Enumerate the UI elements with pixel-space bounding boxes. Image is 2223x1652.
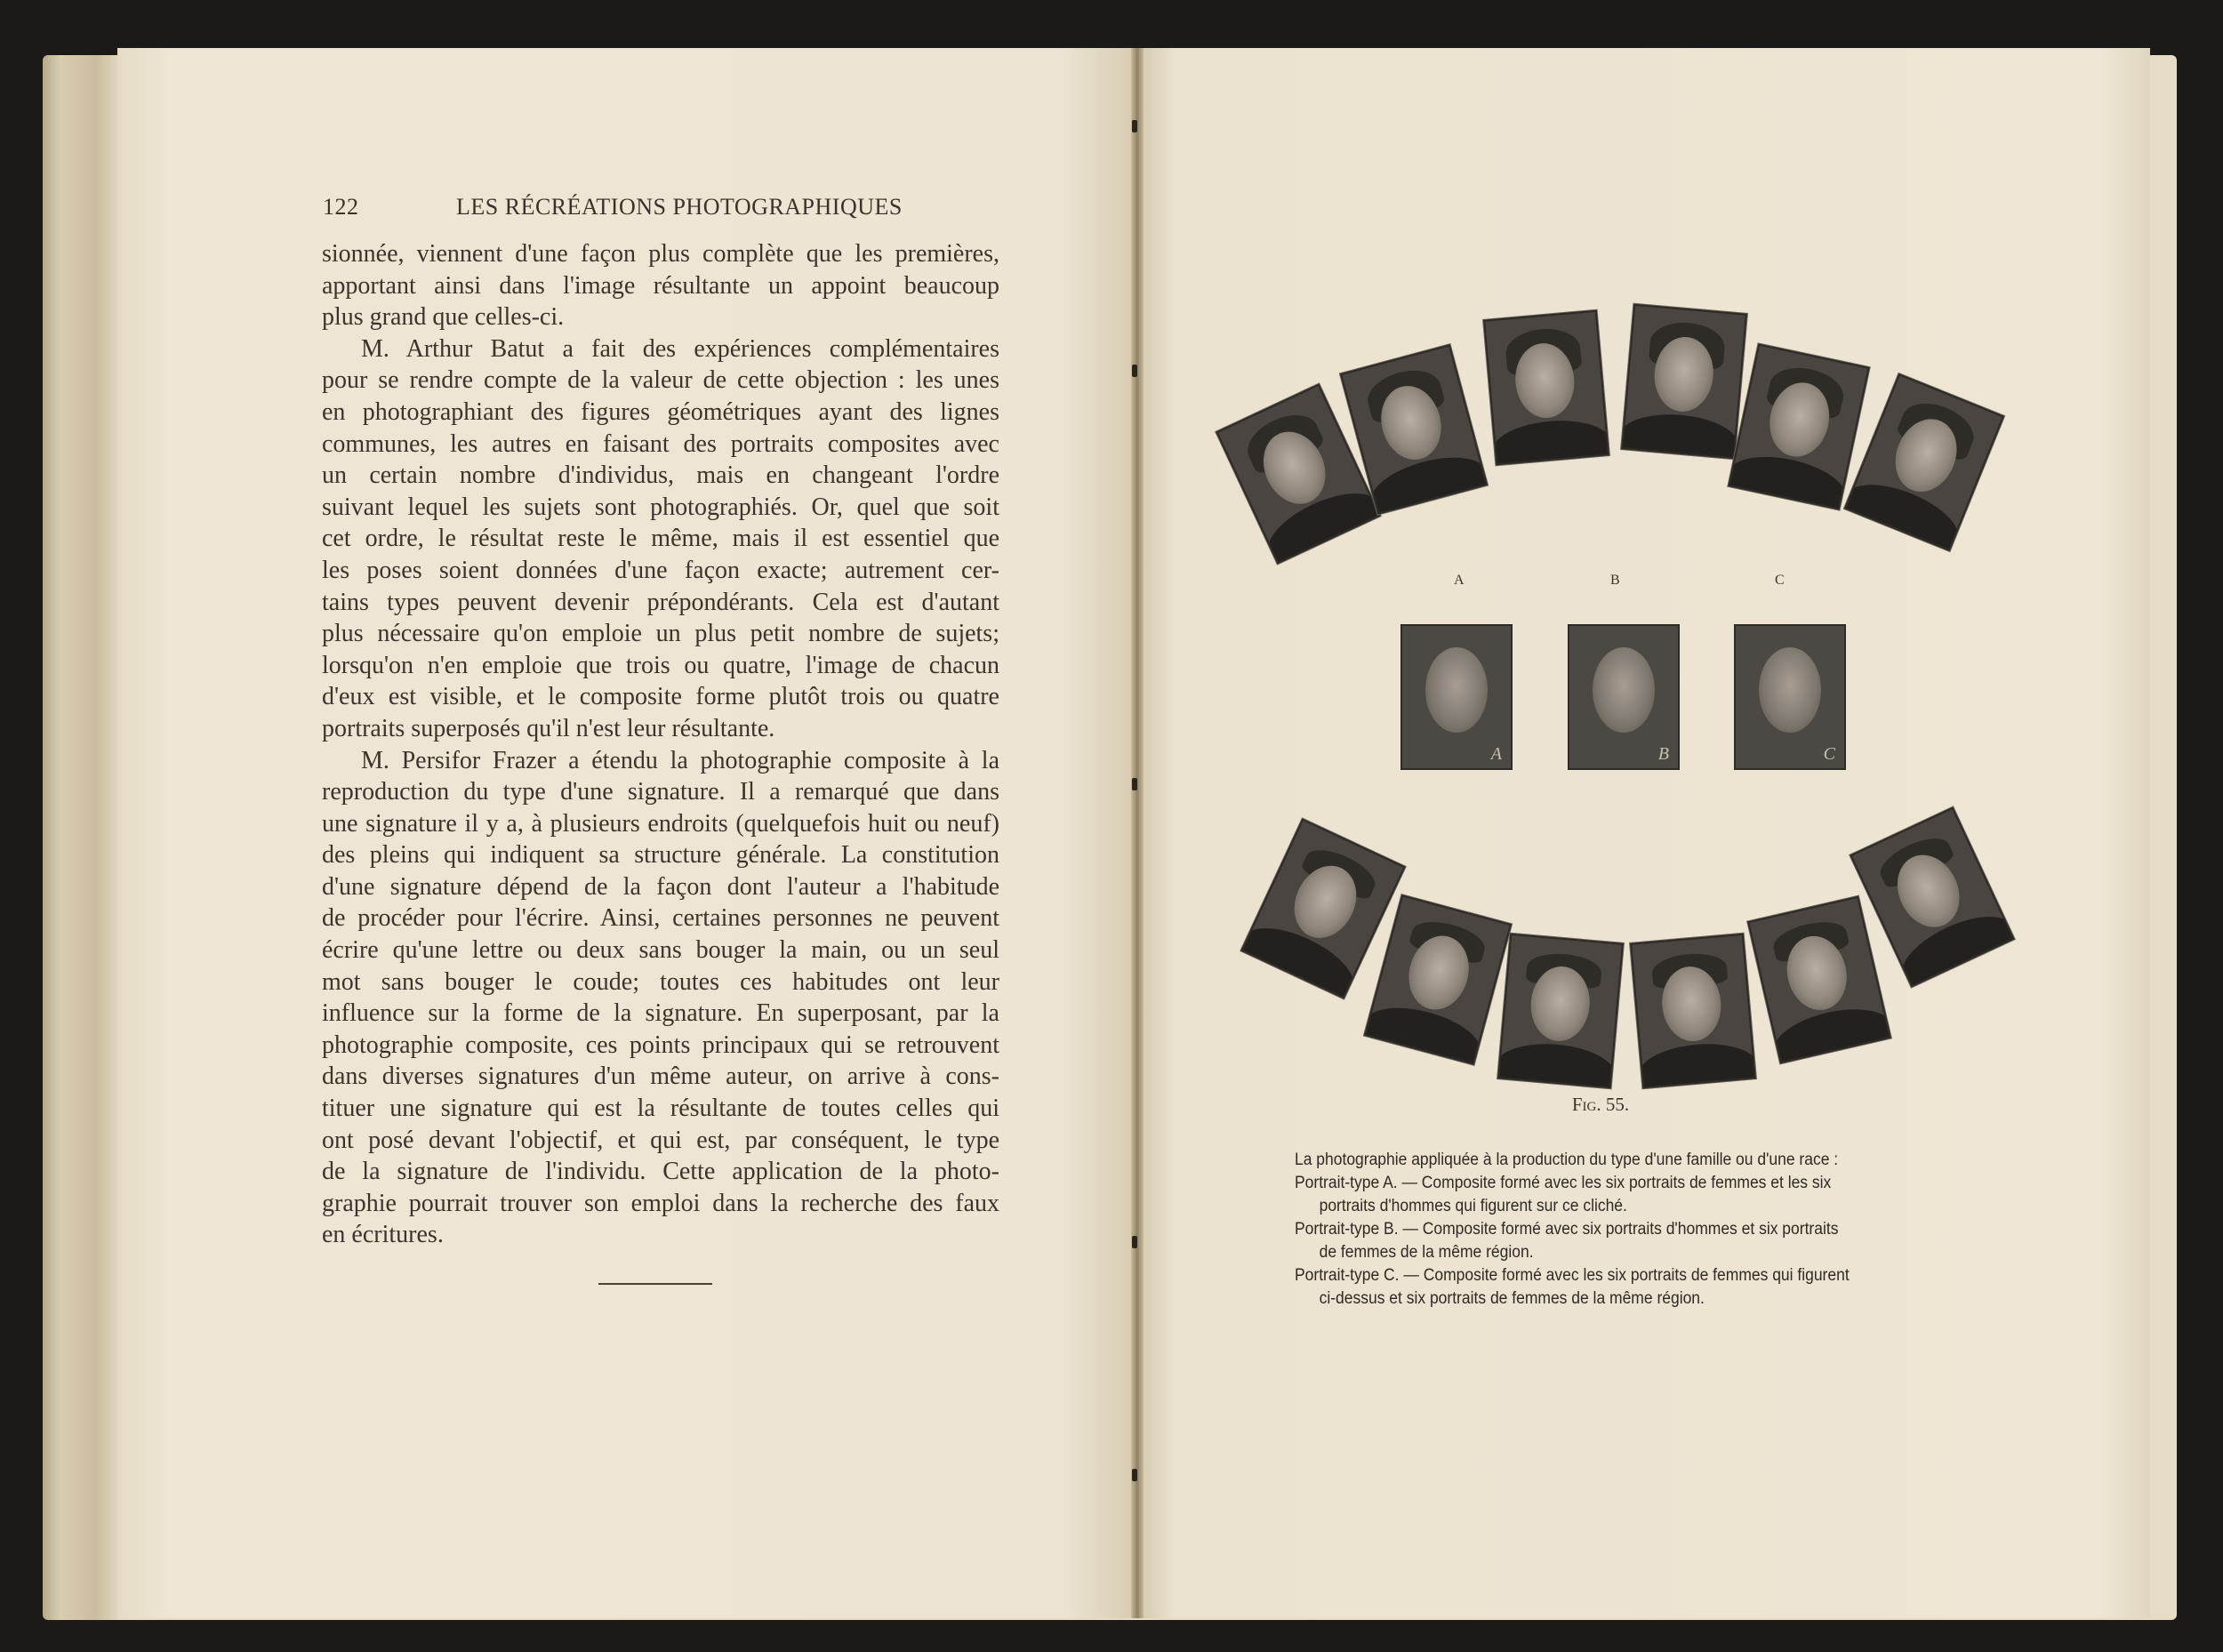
text-line: les poses soient données d'une façon exacte; autrement cer- [322, 556, 999, 584]
binding-stitch [1132, 1236, 1137, 1248]
caption-line: La photographie appliquée à la production du type d'une famille ou d'une race : [1295, 1151, 1839, 1169]
text-line: en photographiant des figures géométriques ayant des lignes [322, 397, 999, 426]
caption-line: ci-dessus et six portraits de femmes de la même région. [1319, 1289, 1705, 1308]
text-line: reproduction du type d'une signature. Il a remarqué que dans [322, 778, 999, 806]
text-line: de la signature de l'individu. Cette application de la photo- [322, 1158, 999, 1186]
text-line: tains types peuvent devenir prépondérants. Cela est d'autant [322, 588, 999, 616]
text-line: portraits superposés qu'il n'est leur résultante. [322, 714, 775, 742]
binding-stitch [1132, 1469, 1137, 1481]
text-line: photographie composite, ces points principaux qui se retrouvent [322, 1030, 999, 1059]
text-line: suivant lequel les sujets sont photographiés. Or, quel que soit [322, 493, 999, 521]
caption-line: Portrait-type A. — Composite formé avec les six portraits de femmes et les six [1295, 1174, 1832, 1192]
binding-stitch [1132, 365, 1137, 377]
figure-number: Fig. 55. [1571, 1094, 1630, 1115]
text-line: en écritures. [322, 1221, 444, 1249]
text-line: plus nécessaire qu'on emploie un plus petit nombre de sujets; [322, 620, 999, 648]
text-line: communes, les autres en faisant des portraits composites avec [322, 429, 999, 458]
man-portrait-4 [1630, 934, 1756, 1089]
man-portrait-3 [1497, 934, 1624, 1089]
text-line: cet ordre, le résultat reste le même, mais il est essentiel que [322, 525, 999, 553]
binding-stitch [1132, 120, 1137, 132]
book-gutter [1131, 48, 1144, 1618]
caption-line: de femmes de la même région. [1319, 1243, 1534, 1262]
figure-caption [1295, 1149, 1970, 1311]
composite-label-a: A [1454, 573, 1465, 588]
composite-tag: B [1657, 744, 1669, 764]
text-line: lorsqu'on n'en emploie que trois ou quatre, l'image de chacun [322, 651, 999, 679]
caption-line: portraits d'hommes qui figurent sur ce cliché. [1319, 1197, 1627, 1215]
text-line: mot sans bouger le coude; toutes ces habitudes ont leur [322, 967, 999, 996]
right-page [1140, 48, 2150, 1618]
text-line: dans diverses signatures d'un même auteur, on arrive à cons- [322, 1063, 999, 1091]
binding-stitch [1132, 778, 1137, 790]
text-line: graphie pourrait trouver son emploi dans la recherche des faux [322, 1189, 999, 1217]
composite-tag: A [1490, 744, 1502, 764]
composite-portrait-a [1400, 624, 1513, 770]
composite-label-b: B [1610, 573, 1620, 588]
text-line: apportant ainsi dans l'image résultante un appoint beaucoup [322, 271, 999, 300]
text-line: M. Persifor Frazer a étendu la photographie composite à la [361, 746, 999, 774]
composite-portrait-c [1734, 624, 1846, 770]
text-line: une signature il y a, à plusieurs endroits (quelquefois huit ou neuf) [322, 809, 999, 838]
text-line: écrire qu'une lettre ou deux sans bouger la main, ou un seul [322, 936, 999, 965]
text-line: ont posé devant l'objectif, et qui est, par conséquent, le type [322, 1126, 999, 1154]
body-text [322, 238, 999, 1251]
composite-label-c: C [1775, 573, 1785, 588]
section-end-rule [598, 1283, 712, 1285]
text-line: pour se rendre compte de la valeur de cette objection : les unes [322, 366, 999, 395]
text-line: de procéder pour l'écrire. Ainsi, certaines personnes ne peuvent [322, 904, 999, 933]
text-line: plus grand que celles-ci. [322, 303, 565, 332]
text-line: tituer une signature qui est la résultante de toutes celles qui [322, 1095, 999, 1123]
caption-line: Portrait-type C. — Composite formé avec les six portraits de femmes qui figurent [1295, 1266, 1850, 1285]
running-title: LES RÉCRÉATIONS PHOTOGRAPHIQUES [456, 194, 903, 220]
text-line: M. Arthur Batut a fait des expériences complémentaires [361, 334, 999, 363]
woman-portrait-3 [1483, 310, 1609, 466]
caption-line: Portrait-type B. — Composite formé avec six portraits d'hommes et six portraits [1295, 1220, 1839, 1239]
text-line: sionnée, viennent d'une façon plus complète que les premières, [322, 240, 999, 268]
text-line: un certain nombre d'individus, mais en changeant l'ordre [322, 461, 999, 490]
text-line: d'eux est visible, et le composite forme plutôt trois ou quatre [322, 683, 999, 711]
text-line: d'une signature dépend de la façon dont l'auteur a l'habitude [322, 872, 999, 901]
text-line: influence sur la forme de la signature. En superposant, par la [322, 999, 999, 1028]
text-line: des pleins qui indiquent sa structure générale. La constitution [322, 841, 999, 870]
composite-portrait-b [1568, 624, 1680, 770]
page-number: 122 [323, 194, 359, 220]
running-header [323, 194, 903, 221]
woman-portrait-4 [1621, 304, 1747, 460]
composite-tag: C [1823, 744, 1835, 764]
